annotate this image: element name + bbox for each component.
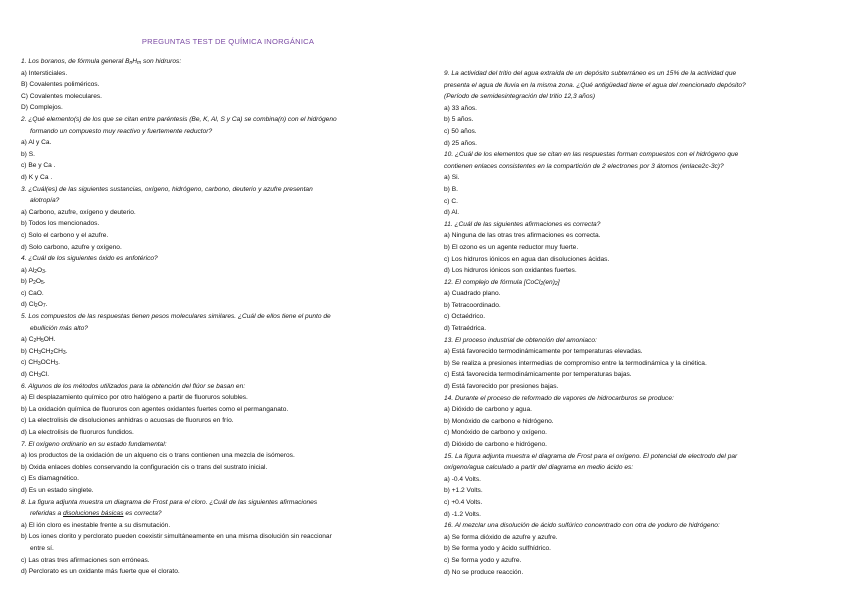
q3-option-c: c) Solo el carbono y el azufre. xyxy=(21,231,109,239)
q9-option-a: a) 33 años. xyxy=(444,104,477,112)
q5a-sub1: 2 xyxy=(33,338,37,345)
q4b-text2: O xyxy=(35,278,42,286)
q2-option-a: a) Al y Ca. xyxy=(21,139,52,147)
question-9-cont: presenta el agua de lluvia en la misma zona. ¿Qué antigüedad tiene el agua del mencionado depósito? xyxy=(444,81,746,89)
q1-text: 1. Los boranos, de fórmula general B xyxy=(21,58,130,65)
q5b-end: . xyxy=(65,347,68,355)
q8-option-b: b) Los iones clorito y perclorato pueden coexistir simultáneamente en una misma disolución sin reaccionar xyxy=(21,533,332,541)
q5d-text: d) CH xyxy=(21,371,39,379)
q11-option-b: b) El ozono es un agente reductor muy fuerte. xyxy=(444,243,579,251)
q5c-text: c) CH xyxy=(21,359,38,367)
q11-option-d: d) Los hidruros iónicos son oxidantes fuertes. xyxy=(444,267,577,275)
q4a-text2: O xyxy=(36,266,43,274)
q11-option-a: a) Ninguna de las otras tres afirmaciones es correcta. xyxy=(444,232,601,240)
q5-option-d xyxy=(21,369,413,381)
q2-option-b: b) S. xyxy=(21,150,35,158)
question-2: 2. ¿Qué elemento(s) de los que se citan entre paréntesis (Be, K, Al, S y Ca) se combina(n) con el hidrógeno xyxy=(21,115,337,123)
question-9-cont2: (Período de semidesintegración del tritio 12,3 años) xyxy=(444,93,596,101)
q12-option-a: a) Cuadrado plano. xyxy=(444,290,501,298)
question-12 xyxy=(444,277,848,289)
q16-option-a: a) Se forma dióxido de azufre y azufre. xyxy=(444,533,558,541)
q2-option-d: d) K y Ca . xyxy=(21,173,53,181)
q9-option-c: c) 50 años. xyxy=(444,127,477,135)
left-column xyxy=(21,56,413,578)
q12-end: ] xyxy=(557,278,560,286)
q4a-sub2: 3 xyxy=(42,268,45,275)
q4d-end: . xyxy=(45,301,48,309)
question-6: 6. Algunos de los métodos utilizados para la obtención del flúor se basan en: xyxy=(21,382,246,390)
q5b-sub3: 3 xyxy=(62,349,66,356)
q3-option-d: d) Solo carbono, azufre y oxígeno. xyxy=(21,243,122,251)
q13-option-c: c) Está favorecida termodinámicamente por temperaturas bajas. xyxy=(444,371,632,379)
q8-underlined: disoluciones básicas xyxy=(63,510,124,518)
q5c-text2: OCH xyxy=(40,359,56,367)
q12-text: 12. El complejo de fórmula [CoCl xyxy=(444,278,541,286)
q8-end: es correcta? xyxy=(123,510,162,518)
q4a-sub1: 2 xyxy=(34,268,37,275)
question-10-cont: contienen enlaces consistentes en la compartición de 2 electrones por 3 átomos (enlace2c-3c)? xyxy=(444,162,724,170)
q6-option-c: c) La electrolisis de disoluciones anhidras o acuosas de fluoruros en frío. xyxy=(21,417,234,425)
q12-option-b: b) Tetracoordinado. xyxy=(444,301,501,309)
q8-option-b-cont: entre sí. xyxy=(30,544,54,552)
q12-text2: (en) xyxy=(543,278,555,286)
q7-option-c: c) Es diamagnético. xyxy=(21,475,79,483)
q11-option-c: c) Los hidruros iónicos en agua dan disoluciones ácidas. xyxy=(444,255,610,263)
q10-option-c: c) C. xyxy=(444,197,458,205)
question-8: 8. La figura adjunta muestra un diagrama de Frost para el cloro. ¿Cuál de las siguientes afirmaciones xyxy=(21,498,318,506)
q5d-end: Cl. xyxy=(41,371,50,379)
q12-option-c: c) Octaédrico. xyxy=(444,313,486,321)
question-16: 16. Al mezclar una disolución de ácido sulfúrico concentrado con otra de yoduro de hidrógeno: xyxy=(444,522,720,530)
q4-option-c: c) CaO. xyxy=(21,289,44,297)
q4b-sub1: 2 xyxy=(33,280,36,287)
q16-option-c: c) Se forma yodo y azufre. xyxy=(444,556,522,564)
q10-option-b: b) B. xyxy=(444,185,458,193)
q9-option-d: d) 25 años. xyxy=(444,139,477,147)
question-2-cont: formando un compuesto muy reactivo y fuertemente reductor? xyxy=(30,127,213,135)
q1-sub-n: n xyxy=(129,60,133,66)
q5c-sub2: 3 xyxy=(55,361,59,368)
q4-option-a xyxy=(21,265,413,277)
question-10: 10. ¿Cuál de los elementos que se citan en las respuestas forman compuestos con el hidrógeno que xyxy=(444,151,739,159)
q4d-sub1: 2 xyxy=(34,303,38,310)
q6-option-d: d) La electrolisis de fluoruros fundidos. xyxy=(21,429,134,436)
q5b-text2: CH xyxy=(41,347,51,355)
q12-sub2: 2 xyxy=(554,280,558,287)
q4-option-d xyxy=(21,299,413,311)
q6-option-a: a) El desplazamiento químico por otro halógeno a partir de fluoruros solubles. xyxy=(21,394,248,402)
q4b-sub2: 5 xyxy=(41,280,44,287)
q5a-text: a) C xyxy=(21,336,34,344)
page-title: PREGUNTAS TEST DE QUÍMICA INORGÁNICA xyxy=(141,37,315,46)
q12-option-d: d) Tetraédrica. xyxy=(444,325,487,333)
q4d-text2: O xyxy=(37,301,43,309)
question-5: 5. Los compuestos de las respuestas tienen pesos moleculares similares. ¿Cuál de ellos tiene el punto de xyxy=(21,313,331,321)
q3-option-b: b) Todos los mencionados. xyxy=(21,220,100,228)
q4a-text: a) Al xyxy=(21,266,35,274)
q5d-sub1: 3 xyxy=(38,373,41,380)
q4a-end: . xyxy=(44,266,47,274)
q8-option-a: a) El ión cloro es inestable frente a su dismutación. xyxy=(21,521,171,529)
q1-option-d: D) Complejos. xyxy=(21,104,63,112)
q1-sub-m: m xyxy=(137,60,142,66)
question-3-cont: alotropía? xyxy=(30,197,60,205)
q6-option-b: b) La oxidación química de fluoruros con agentes oxidantes fuertes como el permanganato. xyxy=(21,405,289,413)
q4-option-b xyxy=(21,276,413,288)
q3-option-a: a) Carbono, azufre, oxígeno y deuterio. xyxy=(21,208,136,216)
q14-option-d: d) Dióxido de carbono e hidrógeno. xyxy=(444,441,548,448)
q15-option-c: c) +0.4 Volts. xyxy=(444,498,483,506)
q4d-text: d) Cl xyxy=(21,301,35,309)
question-14: 14. Durante el proceso de reformado de vapores de hidrocarburos se produce: xyxy=(444,394,674,402)
question-13: 13. El proceso industrial de obtención del amoniaco: xyxy=(444,336,597,344)
q8-option-c: c) Las otras tres afirmaciones son erróneas. xyxy=(21,556,150,564)
q1-text-end: son hidruros: xyxy=(141,58,182,65)
q7-option-d: d) Es un estado singlete. xyxy=(21,486,94,494)
q4d-sub2: 7 xyxy=(42,303,46,310)
q7-option-b: b) Oxida enlaces dobles conservando la configuración cis o trans del sustrato inicial. xyxy=(21,463,268,471)
q5b-text: b) CH xyxy=(21,347,39,355)
q10-option-d: d) Al. xyxy=(444,209,460,217)
question-9: 9. La actividad del tritio del agua extraída de un depósito subterráneo es un 15% de la actividad que xyxy=(444,70,737,77)
question-11: 11. ¿Cuál de las siguientes afirmaciones es correcta? xyxy=(444,220,601,228)
question-4: 4. ¿Cuál de los siguientes óxido es anfotérico? xyxy=(21,255,158,263)
q13-option-a: a) Está favorecido termodinámicamente por temperaturas elevadas. xyxy=(444,348,643,356)
q5b-sub1: 3 xyxy=(38,349,41,356)
q14-option-b: b) Monóxido de carbono e hidrógeno. xyxy=(444,417,554,425)
q5-option-a xyxy=(21,334,413,346)
q4b-text: b) P xyxy=(21,278,34,286)
question-8-cont xyxy=(21,508,413,520)
question-3: 3. ¿Cuál(es) de las siguientes sustancias, oxígeno, hidrógeno, carbono, deuterio y azufre presentan xyxy=(21,185,313,193)
q12-sub1: 2 xyxy=(540,280,544,287)
q5b-text3: CH xyxy=(53,347,63,355)
q4b-end: . xyxy=(43,278,46,286)
q14-option-c: c) Monóxido de carbono y oxígeno. xyxy=(444,429,547,437)
q15-option-d: d) -1.2 Volts. xyxy=(444,510,482,518)
q16-option-b: b) Se forma yodo y ácido sulfhídrico. xyxy=(444,545,552,553)
q5-option-b xyxy=(21,346,413,358)
question-15-cont: oxígeno/agua calculado a partir del diagrama en medio ácido es: xyxy=(444,464,634,472)
q5a-text2: H xyxy=(36,336,42,344)
q13-option-d: d) Está favorecido por presiones bajas. xyxy=(444,383,559,391)
question-5-cont: ebullición más alto? xyxy=(30,324,88,332)
question-1 xyxy=(21,56,413,68)
q5a-end: OH. xyxy=(43,336,56,344)
q5c-sub1: 3 xyxy=(37,361,41,368)
q1-option-a: a) Intersticiales. xyxy=(21,69,68,77)
q15-option-a: a) -0.4 Volts. xyxy=(444,475,482,483)
q5-option-c xyxy=(21,357,413,369)
q2-option-c: c) Be y Ca . xyxy=(21,162,56,170)
right-column xyxy=(444,68,848,578)
question-15: 15. La figura adjunta muestra el diagrama de Frost para el oxígeno. El potencial de electrodo del par xyxy=(444,452,738,460)
q1-option-b: B) Covalentes poliméricos. xyxy=(21,81,100,89)
q15-option-b: b) +1.2 Volts. xyxy=(444,487,483,495)
q10-option-a: a) Si. xyxy=(444,174,460,182)
q7-option-a: a) los productos de la oxidación de un alqueno cis o trans contienen una mezcla de isómeros. xyxy=(21,452,295,460)
question-7: 7. El oxígeno ordinario en su estado fundamental: xyxy=(21,440,167,448)
q1-text-h: H xyxy=(132,58,138,65)
q8-option-d: d) Perclorato es un oxidante más fuerte que el clorato. xyxy=(21,568,180,576)
q5b-sub2: 2 xyxy=(50,349,54,356)
q5c-end: . xyxy=(58,359,60,367)
q14-option-a: a) Dióxido de carbono y agua. xyxy=(444,406,532,414)
q13-option-b: b) Se realiza a presiones intermedias de compromiso entre la termodinámica y la cinética. xyxy=(444,359,707,367)
q16-option-d: d) No se produce reacción. xyxy=(444,568,524,576)
q5a-sub2: 5 xyxy=(41,338,44,345)
q1-option-c: C) Covalentes moleculares. xyxy=(21,92,102,100)
q8-text: referidas a xyxy=(30,510,63,518)
q9-option-b: b) 5 años. xyxy=(444,116,474,124)
